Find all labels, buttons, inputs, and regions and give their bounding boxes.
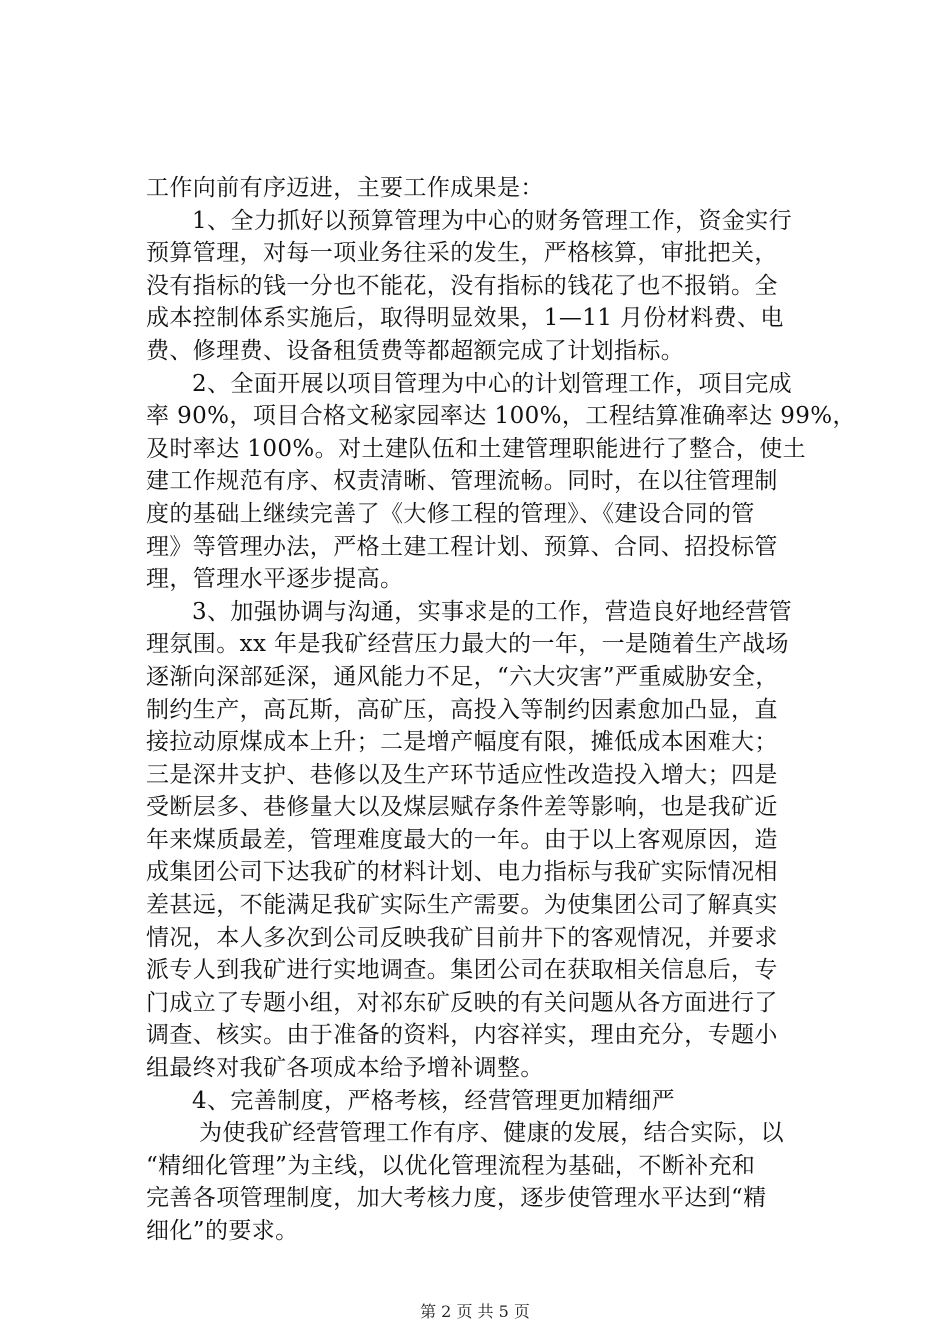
text-line: 逐渐向深部延深，通风能力不足，“六大灾害”严重威胁安全， — [146, 663, 779, 690]
text-line: 建工作规范有序、权责清晰、管理流畅。同时，在以往管理制 — [146, 468, 778, 495]
page-footer: 第 2 页 共 5 页 — [420, 1302, 530, 1321]
text-line: 理，管理水平逐步提高。 — [146, 566, 404, 593]
text-line: 门成立了专题小组，对祁东矿反映的有关问题从各方面进行了 — [146, 989, 778, 1016]
text-line: 派专人到我矿进行实地调查。集团公司在获取相关信息后，专 — [146, 957, 778, 984]
text-line: 没有指标的钱一分也不能花，没有指标的钱花了也不报销。全 — [146, 272, 778, 299]
text-line: 接拉动原煤成本上升；二是增产幅度有限，摊低成本困难大； — [146, 729, 778, 756]
text-line: 制约生产，高瓦斯，高矿压，高投入等制约因素愈加凸显，直 — [146, 696, 778, 723]
document-body — [146, 172, 856, 1248]
text-line: 1、全力抓好以预算管理为中心的财务管理工作，资金实行 — [192, 207, 793, 234]
text-line: 调查、核实。由于准备的资料，内容祥实，理由充分，专题小 — [146, 1022, 778, 1049]
text-line: 预算管理，对每一项业务往采的发生，严格核算，审批把关， — [146, 240, 778, 267]
text-line: 率 90%，项目合格文秘家园率达 100%，工程结算准确率达 99%， — [146, 403, 856, 430]
text-line: 完善各项管理制度，加大考核力度，逐步使管理水平达到“精 — [146, 1185, 767, 1212]
text-line: 受断层多、巷修量大以及煤层赋存条件差等影响，也是我矿近 — [146, 794, 778, 821]
text-line: 差甚远，不能满足我矿实际生产需要。为使集团公司了解真实 — [146, 892, 778, 919]
text-line: 费、修理费、设备租赁费等都超额完成了计划指标。 — [146, 337, 685, 364]
text-line: 度的基础上继续完善了《大修工程的管理》、《建设合同的管 — [146, 500, 755, 527]
text-line: “精细化管理”为主线，以优化管理流程为基础，不断补充和 — [146, 1152, 756, 1179]
text-line: 为使我矿经营管理工作有序、健康的发展，结合实际，以 — [199, 1120, 784, 1147]
text-line: 及时率达 100%。对土建队伍和土建管理职能进行了整合，使土 — [146, 435, 807, 462]
text-line: 理氛围。xx 年是我矿经营压力最大的一年，一是随着生产战场 — [146, 631, 789, 658]
text-line: 3、加强协调与沟通，实事求是的工作，营造良好地经营管 — [192, 598, 793, 625]
text-line: 三是深井支护、巷修以及生产环节适应性改造投入增大；四是 — [146, 761, 778, 788]
text-line: 理》等管理办法，严格土建工程计划、预算、合同、招投标管 — [146, 533, 778, 560]
text-line: 年来煤质最差，管理难度最大的一年。由于以上客观原因，造 — [146, 826, 778, 853]
text-line: 成集团公司下达我矿的材料计划、电力指标与我矿实际情况相 — [146, 859, 778, 886]
text-line: 组最终对我矿各项成本给予增补调整。 — [146, 1055, 544, 1082]
text-line: 情况，本人多次到公司反映我矿目前井下的客观情况，并要求 — [146, 924, 778, 951]
text-line: 成本控制体系实施后，取得明显效果，1—11 月份材料费、电 — [146, 305, 784, 332]
text-line: 2、全面开展以项目管理为中心的计划管理工作，项目完成 — [192, 370, 793, 397]
text-line: 4、完善制度，严格考核，经营管理更加精细严 — [192, 1087, 676, 1114]
text-line: 细化”的要求。 — [146, 1218, 299, 1244]
text-line: 工作向前有序迈进，主要工作成果是： — [146, 175, 544, 201]
